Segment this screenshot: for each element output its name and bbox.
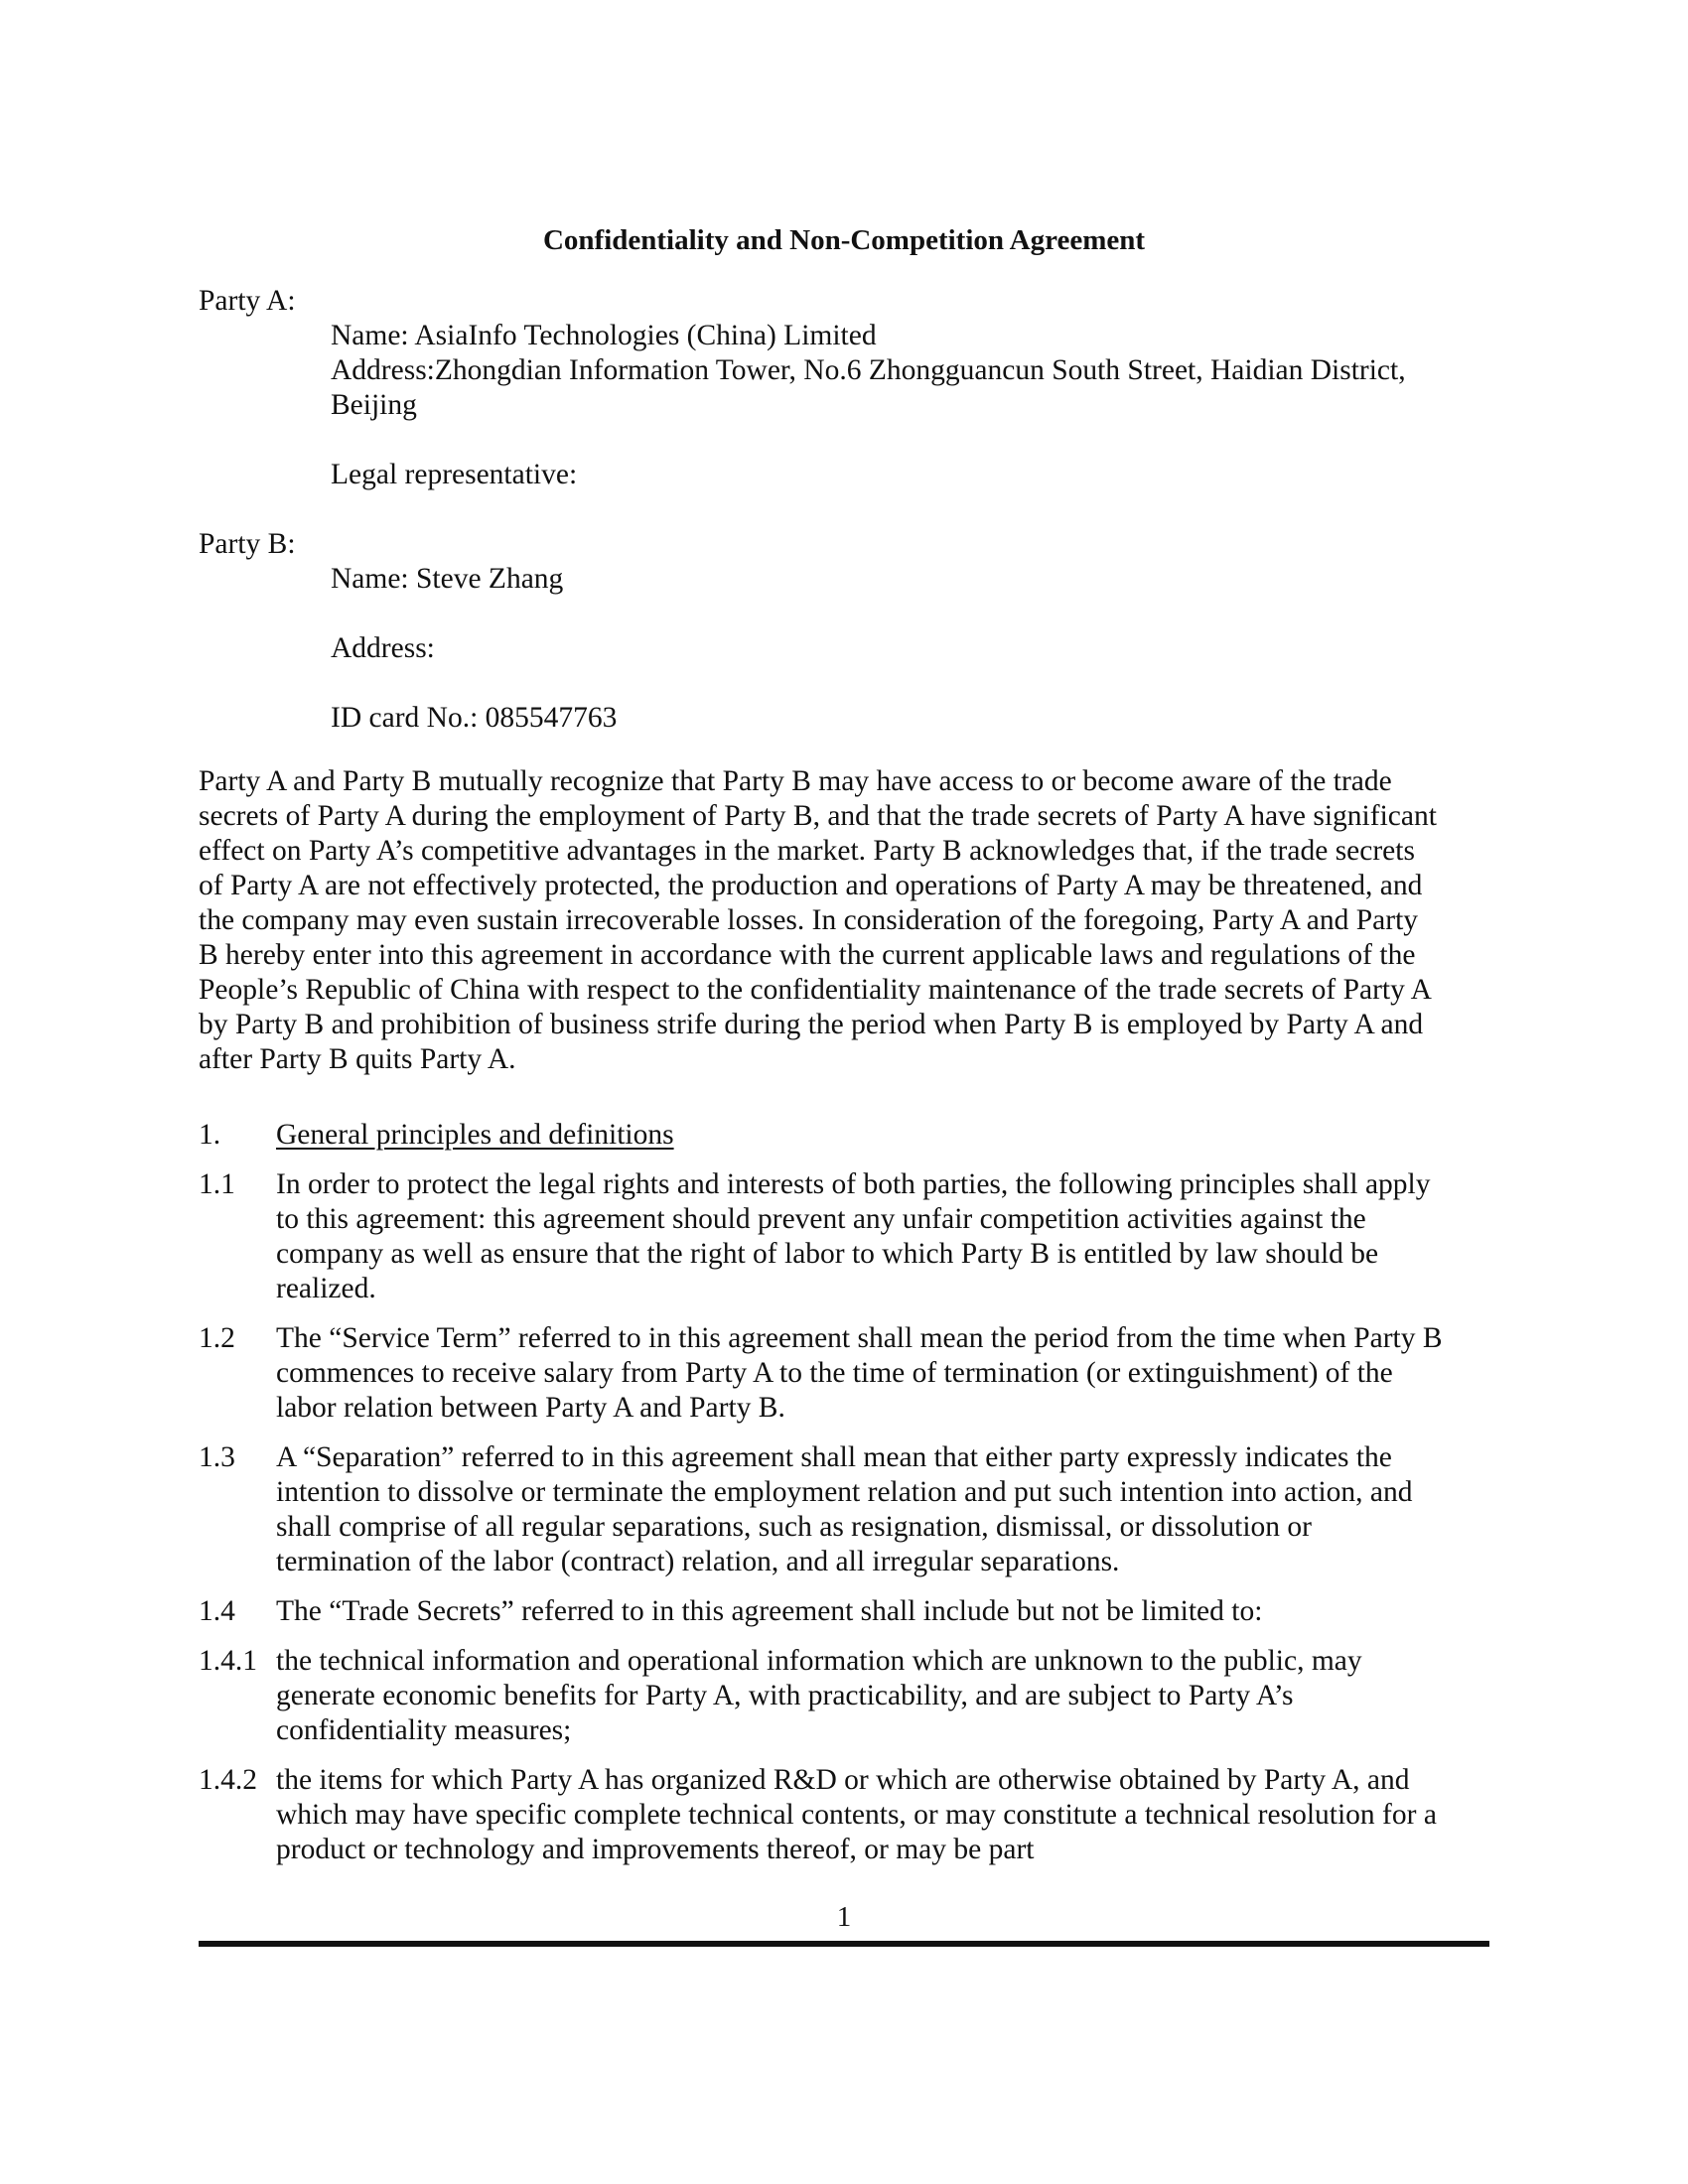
clause-number: 1.3 (199, 1441, 235, 1473)
page-number: 1 (836, 1901, 852, 1933)
clause-line: termination of the labor (contract) relation, and all irregular separations. (276, 1546, 1120, 1577)
section-title: General principles and definitions (276, 1119, 674, 1151)
party-b-id-card: ID card No.: 085547763 (331, 702, 618, 734)
preamble-line: of Party A are not effectively protected, the production and operations of Party A may be threatened, and (199, 870, 1423, 901)
party-b-address: Address: (331, 632, 435, 664)
preamble-line: B hereby enter into this agreement in accordance with the current applicable laws and regulations of the (199, 939, 1416, 971)
party-b-label: Party B: (199, 528, 296, 560)
clause-line: realized. (276, 1273, 376, 1304)
party-a-legal-representative: Legal representative: (331, 459, 578, 490)
clause-line: generate economic benefits for Party A, with practicability, and are subject to Party A’s (276, 1680, 1294, 1711)
preamble-line: the company may even sustain irrecoverable losses. In consideration of the foregoing, Party A and Party (199, 904, 1419, 936)
clause-line: labor relation between Party A and Party B. (276, 1392, 785, 1424)
clause-line: commences to receive salary from Party A to the time of termination (or extinguishment) of the (276, 1357, 1393, 1389)
party-a-label: Party A: (199, 285, 296, 317)
preamble-line: secrets of Party A during the employment of Party B, and that the trade secrets of Party A have significant (199, 800, 1437, 832)
clause-line: A “Separation” referred to in this agreement shall mean that either party expressly indicates the (276, 1441, 1392, 1473)
footer-divider (199, 1941, 1489, 1947)
clause-number: 1.4 (199, 1595, 235, 1627)
clause-line: In order to protect the legal rights and interests of both parties, the following principles shall apply (276, 1168, 1431, 1200)
clause-number: 1.1 (199, 1168, 235, 1200)
clause-number: 1.4.2 (199, 1764, 257, 1796)
clause-line: to this agreement: this agreement should prevent any unfair competition activities against the (276, 1203, 1366, 1235)
preamble-line: Party A and Party B mutually recognize that Party B may have access to or become aware of the trade (199, 765, 1392, 797)
party-b-name: Name: Steve Zhang (331, 563, 564, 595)
document-title: Confidentiality and Non-Competition Agreement (542, 224, 1146, 256)
clause-line: The “Trade Secrets” referred to in this agreement shall include but not be limited to: (276, 1595, 1263, 1627)
clause-line: The “Service Term” referred to in this agreement shall mean the period from the time when Party B (276, 1322, 1443, 1354)
clause-line: the items for which Party A has organized R&D or which are otherwise obtained by Party A, and (276, 1764, 1410, 1796)
clause-line: which may have specific complete technical contents, or may constitute a technical resolution for a (276, 1799, 1437, 1831)
preamble-line: effect on Party A’s competitive advantages in the market. Party B acknowledges that, if the trade secrets (199, 835, 1415, 867)
clause-line: the technical information and operational information which are unknown to the public, may (276, 1645, 1362, 1677)
preamble-paragraph (199, 764, 1489, 1077)
preamble-line: after Party B quits Party A. (199, 1043, 516, 1075)
party-a-address-line2: Beijing (331, 389, 417, 421)
party-a-address-line1: Address:Zhongdian Information Tower, No.6 Zhongguancun South Street, Haidian District, (331, 354, 1406, 386)
clause-line: product or technology and improvements thereof, or may be part (276, 1834, 1035, 1865)
clause-line: confidentiality measures; (276, 1714, 572, 1746)
clause-number: 1.4.1 (199, 1645, 257, 1677)
preamble-line: People’s Republic of China with respect to the confidentiality maintenance of the trade secrets of Party A (199, 974, 1432, 1006)
clause-line: intention to dissolve or terminate the employment relation and put such intention into action, and (276, 1476, 1413, 1508)
clause-number: 1.2 (199, 1322, 235, 1354)
clause-line: shall comprise of all regular separations, such as resignation, dismissal, or dissolution or (276, 1511, 1312, 1543)
clause-line: company as well as ensure that the right of labor to which Party B is entitled by law should be (276, 1238, 1379, 1270)
section-number: 1. (199, 1119, 221, 1151)
party-a-name: Name: AsiaInfo Technologies (China) Limited (331, 320, 877, 351)
preamble-line: by Party B and prohibition of business strife during the period when Party B is employed by Party A and (199, 1009, 1424, 1040)
